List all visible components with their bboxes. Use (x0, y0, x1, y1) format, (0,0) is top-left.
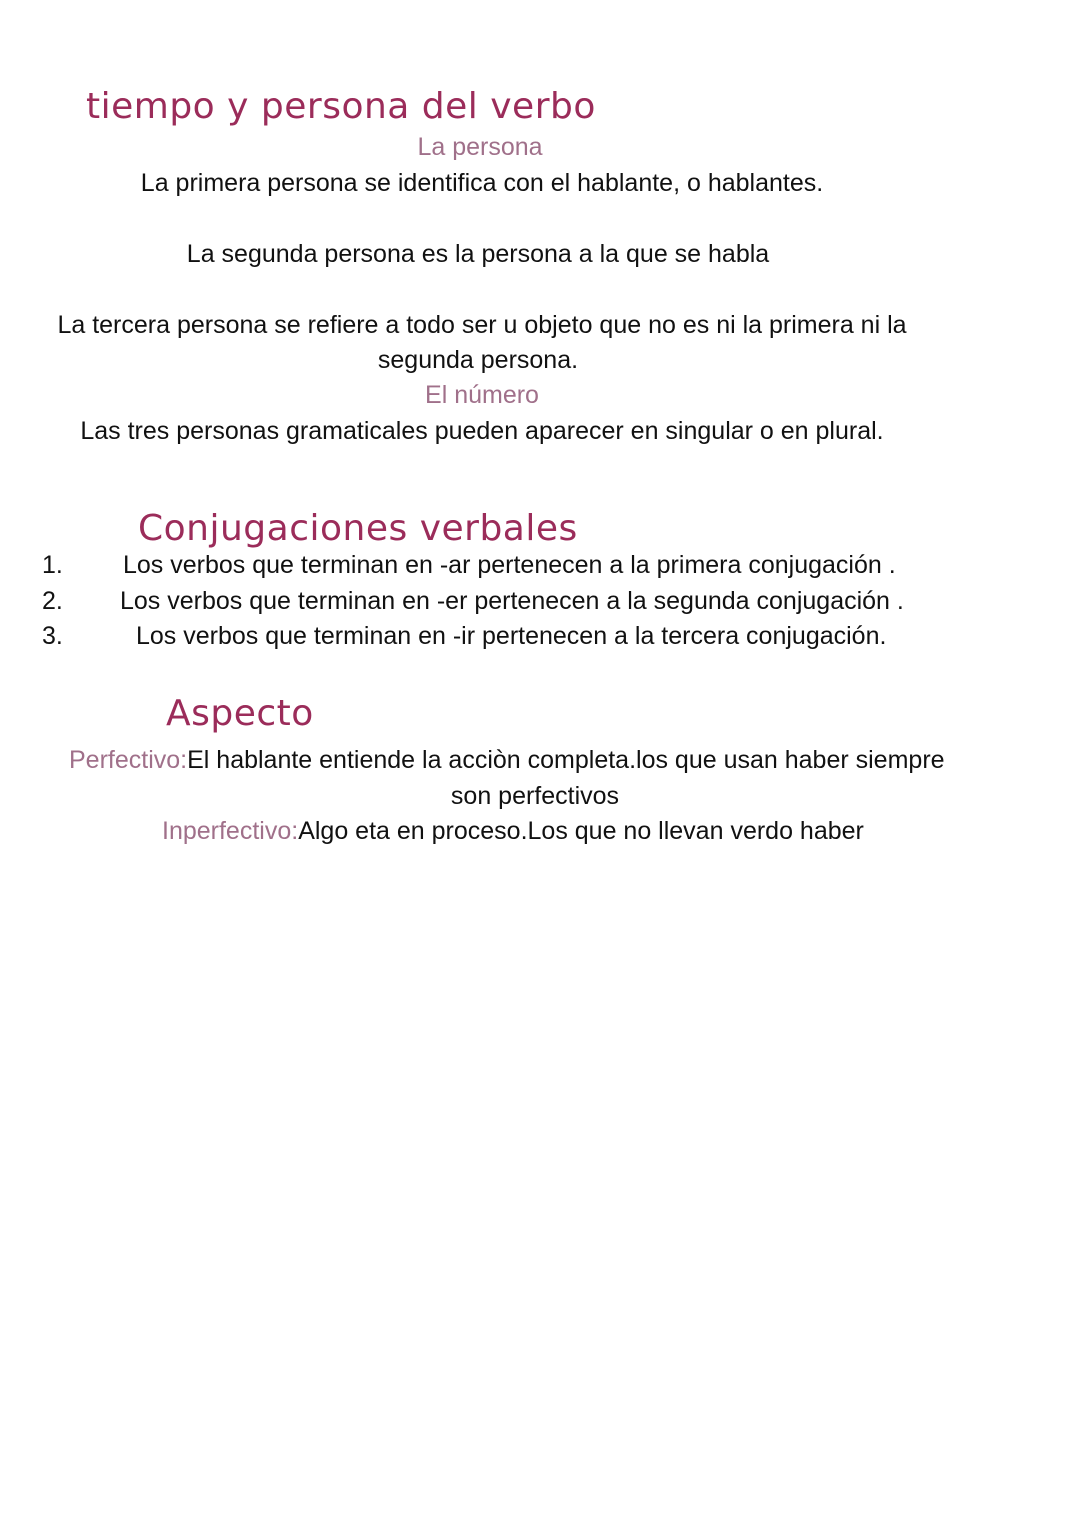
section-title-tiempo-persona: tiempo y persona del verbo (86, 86, 596, 127)
subheading-la-persona: La persona (417, 133, 543, 161)
list-item: Los verbos que terminan en -ar pertenecen a la primera conjugación . (123, 551, 896, 579)
list-number: 3. (42, 622, 63, 650)
paragraph-imperfectivo (162, 817, 864, 846)
paragraph-primera-persona: La primera persona se identifica con el hablante, o hablantes. (140, 169, 824, 197)
paragraph-numero: Las tres personas gramaticales pueden aparecer en singular o en plural. (80, 417, 884, 445)
subheading-el-numero: El número (425, 381, 539, 409)
imperfectivo-text: Algo eta en proceso.Los que no llevan verdo haber (298, 817, 864, 845)
paragraph-tercera-persona-line2: segunda persona. (377, 346, 579, 374)
list-number: 2. (42, 587, 63, 615)
list-item: Los verbos que terminan en -er pertenecen a la segunda conjugación . (120, 587, 904, 615)
imperfectivo-label: Inperfectivo: (162, 817, 299, 845)
section-title-conjugaciones: Conjugaciones verbales (138, 508, 578, 549)
paragraph-tercera-persona-line1: La tercera persona se refiere a todo ser u objeto que no es ni la primera ni la (57, 311, 907, 339)
list-number: 1. (42, 551, 63, 579)
list-item: Los verbos que terminan en -ir pertenecen a la tercera conjugación. (136, 622, 887, 650)
paragraph-perfectivo (69, 746, 945, 775)
section-title-aspecto: Aspecto (166, 693, 314, 734)
perfectivo-label: Perfectivo: (69, 746, 188, 774)
paragraph-segunda-persona: La segunda persona es la persona a la que se habla (186, 240, 770, 268)
perfectivo-text: El hablante entiende la acciòn completa.los que usan haber siempre (187, 746, 945, 774)
paragraph-perfectivo-line2: son perfectivos (450, 782, 620, 810)
